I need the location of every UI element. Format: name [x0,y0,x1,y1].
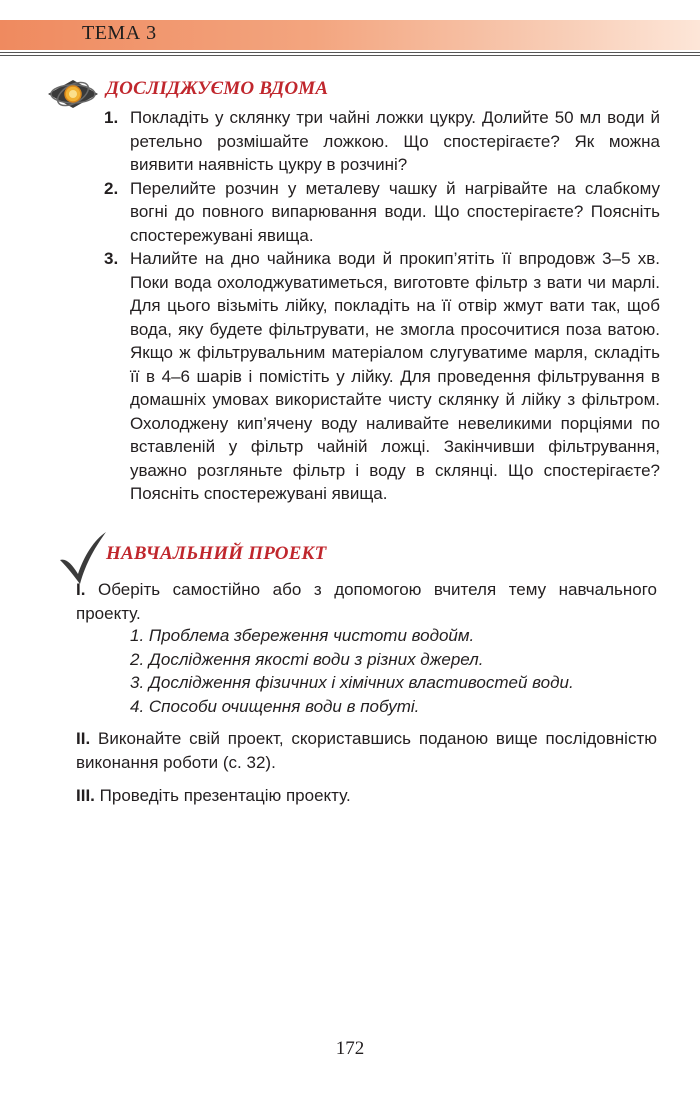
list-item-text: Покладіть у склянку три чайні ложки цукру. Долийте 50 мл води й ретельно розмішайте ложкою. Що спостерігаєте? Як можна виявити наявність цукру в розчині? [130,108,660,174]
page-number: 172 [335,1038,365,1059]
section-title-project: НАВЧАЛЬНИЙ ПРОЕКТ [106,543,327,564]
step-text: Проведіть презентацію проекту. [99,786,351,805]
step-number: ІІІ. [76,786,95,805]
list-item [104,177,664,248]
step-text: Виконайте свій проект, скориставшись поданою вище послідовністю виконання роботи (с. 32). [76,729,657,772]
atom-icon [44,72,102,116]
project-step-2 [76,727,657,774]
project-step-1 [76,578,657,625]
project-step-3 [76,784,657,808]
list-item [104,106,664,177]
home-research-list [104,106,664,506]
step-text: Оберіть самостійно або з допомогою вчителя тему навчального проекту. [76,580,657,623]
list-item-number: 3. [104,249,119,268]
step-number: ІІ. [76,729,91,748]
topic-label: ТЕМА 3 [82,22,157,44]
list-item-number: 1. [104,108,119,127]
project-topic: 3. Дослідження фізичних і хімічних властивостей води. [130,673,574,692]
project-topic-list [130,624,650,718]
list-item-text: Перелийте розчин у металеву чашку й нагрівайте на слабкому вогні до повного випарювання води. Що спостерігаєте? Поясніть спостережувані явища. [130,178,660,245]
list-item-text: Налийте на дно чайника води й прокип’ятіть її впродовж 3–5 хв. Поки вода охолоджуватиметься, виготовте фільтр з вати чи марлі. Для цього візьміть лійку, покладіть на її отвір жмут вати так, щоб вода, яку будете фільтрувати, не змогла просочитися поза ватою. Якщо ж фільтрувальним матеріалом слугуватиме марля, складіть її в 4–6 шарів і помістіть у лійку. Для проведення фільтрування в домашніх умовах використайте чисту склянку й лійку з фільтром. Охолоджену кип’ячену воду наливайте невеликими порціями по вставленій у фільтр чайній ложці. Закінчивши фільтрування, уважно розгляньте фільтр і воду в склянці. Що спостерігаєте? Поясніть спостережувані явища. [130,249,660,503]
section-title-home-research: ДОСЛІДЖУЄМО ВДОМА [106,78,329,99]
list-item [104,247,664,506]
header-rule-top [0,52,700,53]
step-number: І. [76,580,86,599]
header-rule-bottom [0,55,700,56]
project-topic: 4. Способи очищення води в побуті. [130,696,420,716]
project-topic: 2. Дослідження якості води з різних джерел. [130,649,484,669]
project-topic: 1. Проблема збереження чистоти водойм. [130,626,475,645]
list-item-number: 2. [104,178,119,198]
